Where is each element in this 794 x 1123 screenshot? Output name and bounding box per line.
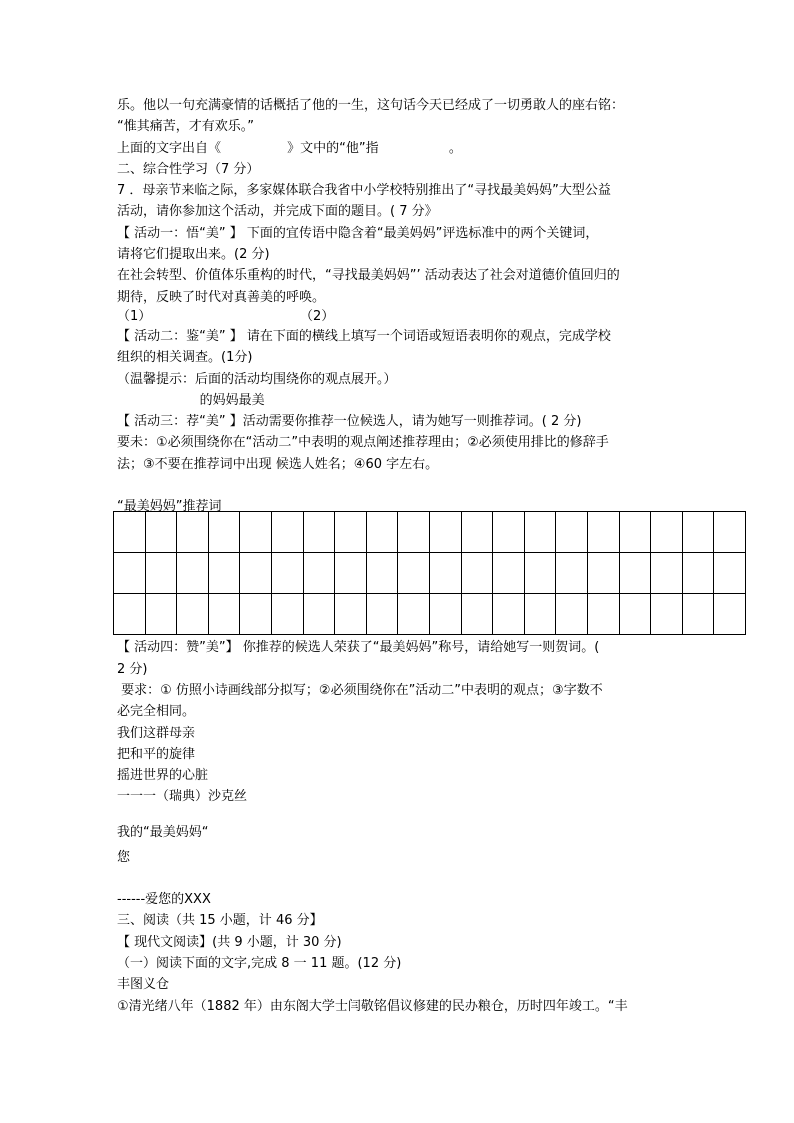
grid-cell[interactable] (524, 553, 556, 594)
text-line: 摇进世界的心脏 (117, 768, 209, 784)
grid-cell[interactable] (651, 512, 683, 553)
text-line: 【 活动一：悟“美” 】 下面的宜传语中隐含着“最美妈妈”评选标准中的两个关键词， (117, 225, 599, 241)
grid-cell[interactable] (493, 553, 525, 594)
grid-cell[interactable] (335, 512, 367, 553)
grid-row (114, 553, 746, 594)
grid-cell[interactable] (429, 512, 461, 553)
section-reading (117, 889, 747, 1017)
grid-cell[interactable] (208, 512, 240, 553)
grid-cell[interactable] (556, 512, 588, 553)
grid-cell[interactable] (145, 512, 177, 553)
text-line: 把和平的旋律 (117, 746, 196, 762)
grid-cell[interactable] (335, 553, 367, 594)
grid-cell[interactable] (398, 512, 430, 553)
grid-cell[interactable] (714, 594, 746, 635)
grid-cell[interactable] (240, 594, 272, 635)
grid-cell[interactable] (461, 553, 493, 594)
section-greeting (117, 822, 747, 868)
grid-cell[interactable] (714, 512, 746, 553)
text-line: 法；③不要在推荐词中出现 候选人姓名；④60 字左右。 (117, 456, 439, 472)
section-activities (117, 326, 747, 475)
grid-cell[interactable] (177, 594, 209, 635)
grid-cell[interactable] (366, 512, 398, 553)
grid-cell[interactable] (651, 553, 683, 594)
text-line: “惟其痛苦，才有欢乐。” (117, 119, 254, 135)
grid-cell[interactable] (524, 512, 556, 553)
text-line: 我们这群母亲 (117, 725, 196, 741)
grid-cell[interactable] (303, 594, 335, 635)
grid-cell[interactable] (114, 512, 146, 553)
grid-cell[interactable] (208, 553, 240, 594)
grid-cell[interactable] (366, 553, 398, 594)
text-line: 二、综合性学习（7 分） (117, 161, 260, 177)
grid-cell[interactable] (145, 594, 177, 635)
text-line: 请将它们提取出来。(2 分) (117, 247, 270, 263)
grid-cell[interactable] (619, 553, 651, 594)
grid-cell[interactable] (145, 553, 177, 594)
grid-cell[interactable] (682, 553, 714, 594)
grid-cell[interactable] (398, 553, 430, 594)
text-line: 丰图义仓 (117, 977, 170, 993)
answer-blanks-line: （1） （2） (117, 308, 335, 324)
text-line: 我的“最美妈妈“ (117, 824, 209, 840)
text-line: 必完全相同。 (117, 704, 196, 720)
grid-row (114, 512, 746, 553)
grid-cell[interactable] (240, 512, 272, 553)
text-line: 2 分) (117, 661, 148, 677)
grid-row (114, 594, 746, 635)
document-page (117, 95, 747, 1017)
grid-cell[interactable] (556, 553, 588, 594)
grid-cell[interactable] (303, 553, 335, 594)
text-line: 要求：① 仿照小诗画线部分拟写；②必须围绕你在”活动二”中表明的观点；③字数不 (117, 682, 603, 698)
text-line: 组织的相关调查。(1分) (117, 350, 253, 366)
grid-cell[interactable] (524, 594, 556, 635)
grid-cell[interactable] (429, 594, 461, 635)
text-line: 乐。他以一句充满豪情的话概括了他的一生，这句话今天已经成了一切勇敢人的座右铭： (117, 98, 625, 113)
text-line: 您 (117, 849, 131, 865)
grid-cell[interactable] (493, 594, 525, 635)
text-line: 的妈妈最美 (117, 392, 265, 408)
text-line: 活动，请你参加这个活动，并完成下面的题目。( 7 分》 (117, 204, 438, 220)
section-activity-four (117, 637, 747, 807)
grid-cell[interactable] (303, 512, 335, 553)
grid-cell[interactable] (398, 594, 430, 635)
grid-cell[interactable] (366, 594, 398, 635)
grid-cell[interactable] (208, 594, 240, 635)
grid-cell[interactable] (335, 594, 367, 635)
grid-cell[interactable] (682, 512, 714, 553)
text-line: 期待，反映了时代对真善美的呼唤。 (117, 289, 326, 305)
grid-cell[interactable] (114, 553, 146, 594)
text-line: 【 活动四：赞”美”】 你推荐的候选人荣获了“最美妈妈”称号，请给她写一则贺词。( (117, 640, 600, 656)
grid-cell[interactable] (619, 594, 651, 635)
text-line: 7 ．母亲节来临之际，多家媒体联合我省中小学校特别推出了“寻找最美妈妈”大型公益 (117, 183, 611, 199)
text-line: 【 活动三：荐“美” 】活动需要你推荐一位候选人，请为她写一则推荐词。( 2 分) (117, 414, 582, 430)
text-line: ①清光绪八年（1882 年）由东阁大学士闫敬铭倡议修建的民办粮仓，历时四年竣工。“丰 (117, 998, 628, 1014)
grid-cell[interactable] (461, 512, 493, 553)
text-line: （一）阅读下面的文字,完成 8 一 11 题。(12 分) (117, 955, 402, 971)
section-intro (117, 95, 747, 308)
text-line: （温馨提示：后面的活动均围绕你的观点展开。） (117, 371, 397, 387)
grid-cell[interactable] (271, 594, 303, 635)
text-line: 三、阅读（共 15 小题，计 46 分】 (117, 913, 323, 929)
grid-cell[interactable] (271, 553, 303, 594)
grid-cell[interactable] (587, 594, 619, 635)
grid-cell[interactable] (619, 512, 651, 553)
grid-cell[interactable] (177, 512, 209, 553)
grid-cell[interactable] (429, 553, 461, 594)
text-line: 一一一（瑞典）沙克丝 (117, 789, 248, 805)
text-line: 【 活动二：鉴“美” 】 请在下面的横线上填写一个词语或短语表明你的观点，完成学校 (117, 328, 611, 344)
grid-cell[interactable] (493, 512, 525, 553)
writing-grid[interactable] (113, 511, 746, 635)
grid-cell[interactable] (682, 594, 714, 635)
text-line: 【 现代文阅读】(共 9 小题，计 30 分) (117, 934, 342, 950)
grid-title: “最美妈妈”推荐词 (117, 499, 222, 515)
grid-cell[interactable] (114, 594, 146, 635)
text-line: 在社会转型、价值体乐重构的时代，“寻找最美妈妈”’ 活动表达了社会对道德价值回归的 (117, 268, 620, 284)
text-line: ------爱您的XXX (117, 892, 211, 908)
grid-cell[interactable] (556, 594, 588, 635)
grid-cell[interactable] (587, 512, 619, 553)
grid-cell[interactable] (177, 553, 209, 594)
grid-cell[interactable] (587, 553, 619, 594)
grid-cell[interactable] (714, 553, 746, 594)
text-line: 要未：①必须围绕你在“活动二”中表明的观点阐述推荐理由；②必须使用排比的修辞手 (117, 435, 609, 451)
grid-cell[interactable] (240, 553, 272, 594)
grid-cell[interactable] (651, 594, 683, 635)
grid-cell[interactable] (271, 512, 303, 553)
grid-cell[interactable] (461, 594, 493, 635)
text-line: 上面的文字出自《 》文中的“他”指 。 (117, 140, 462, 156)
